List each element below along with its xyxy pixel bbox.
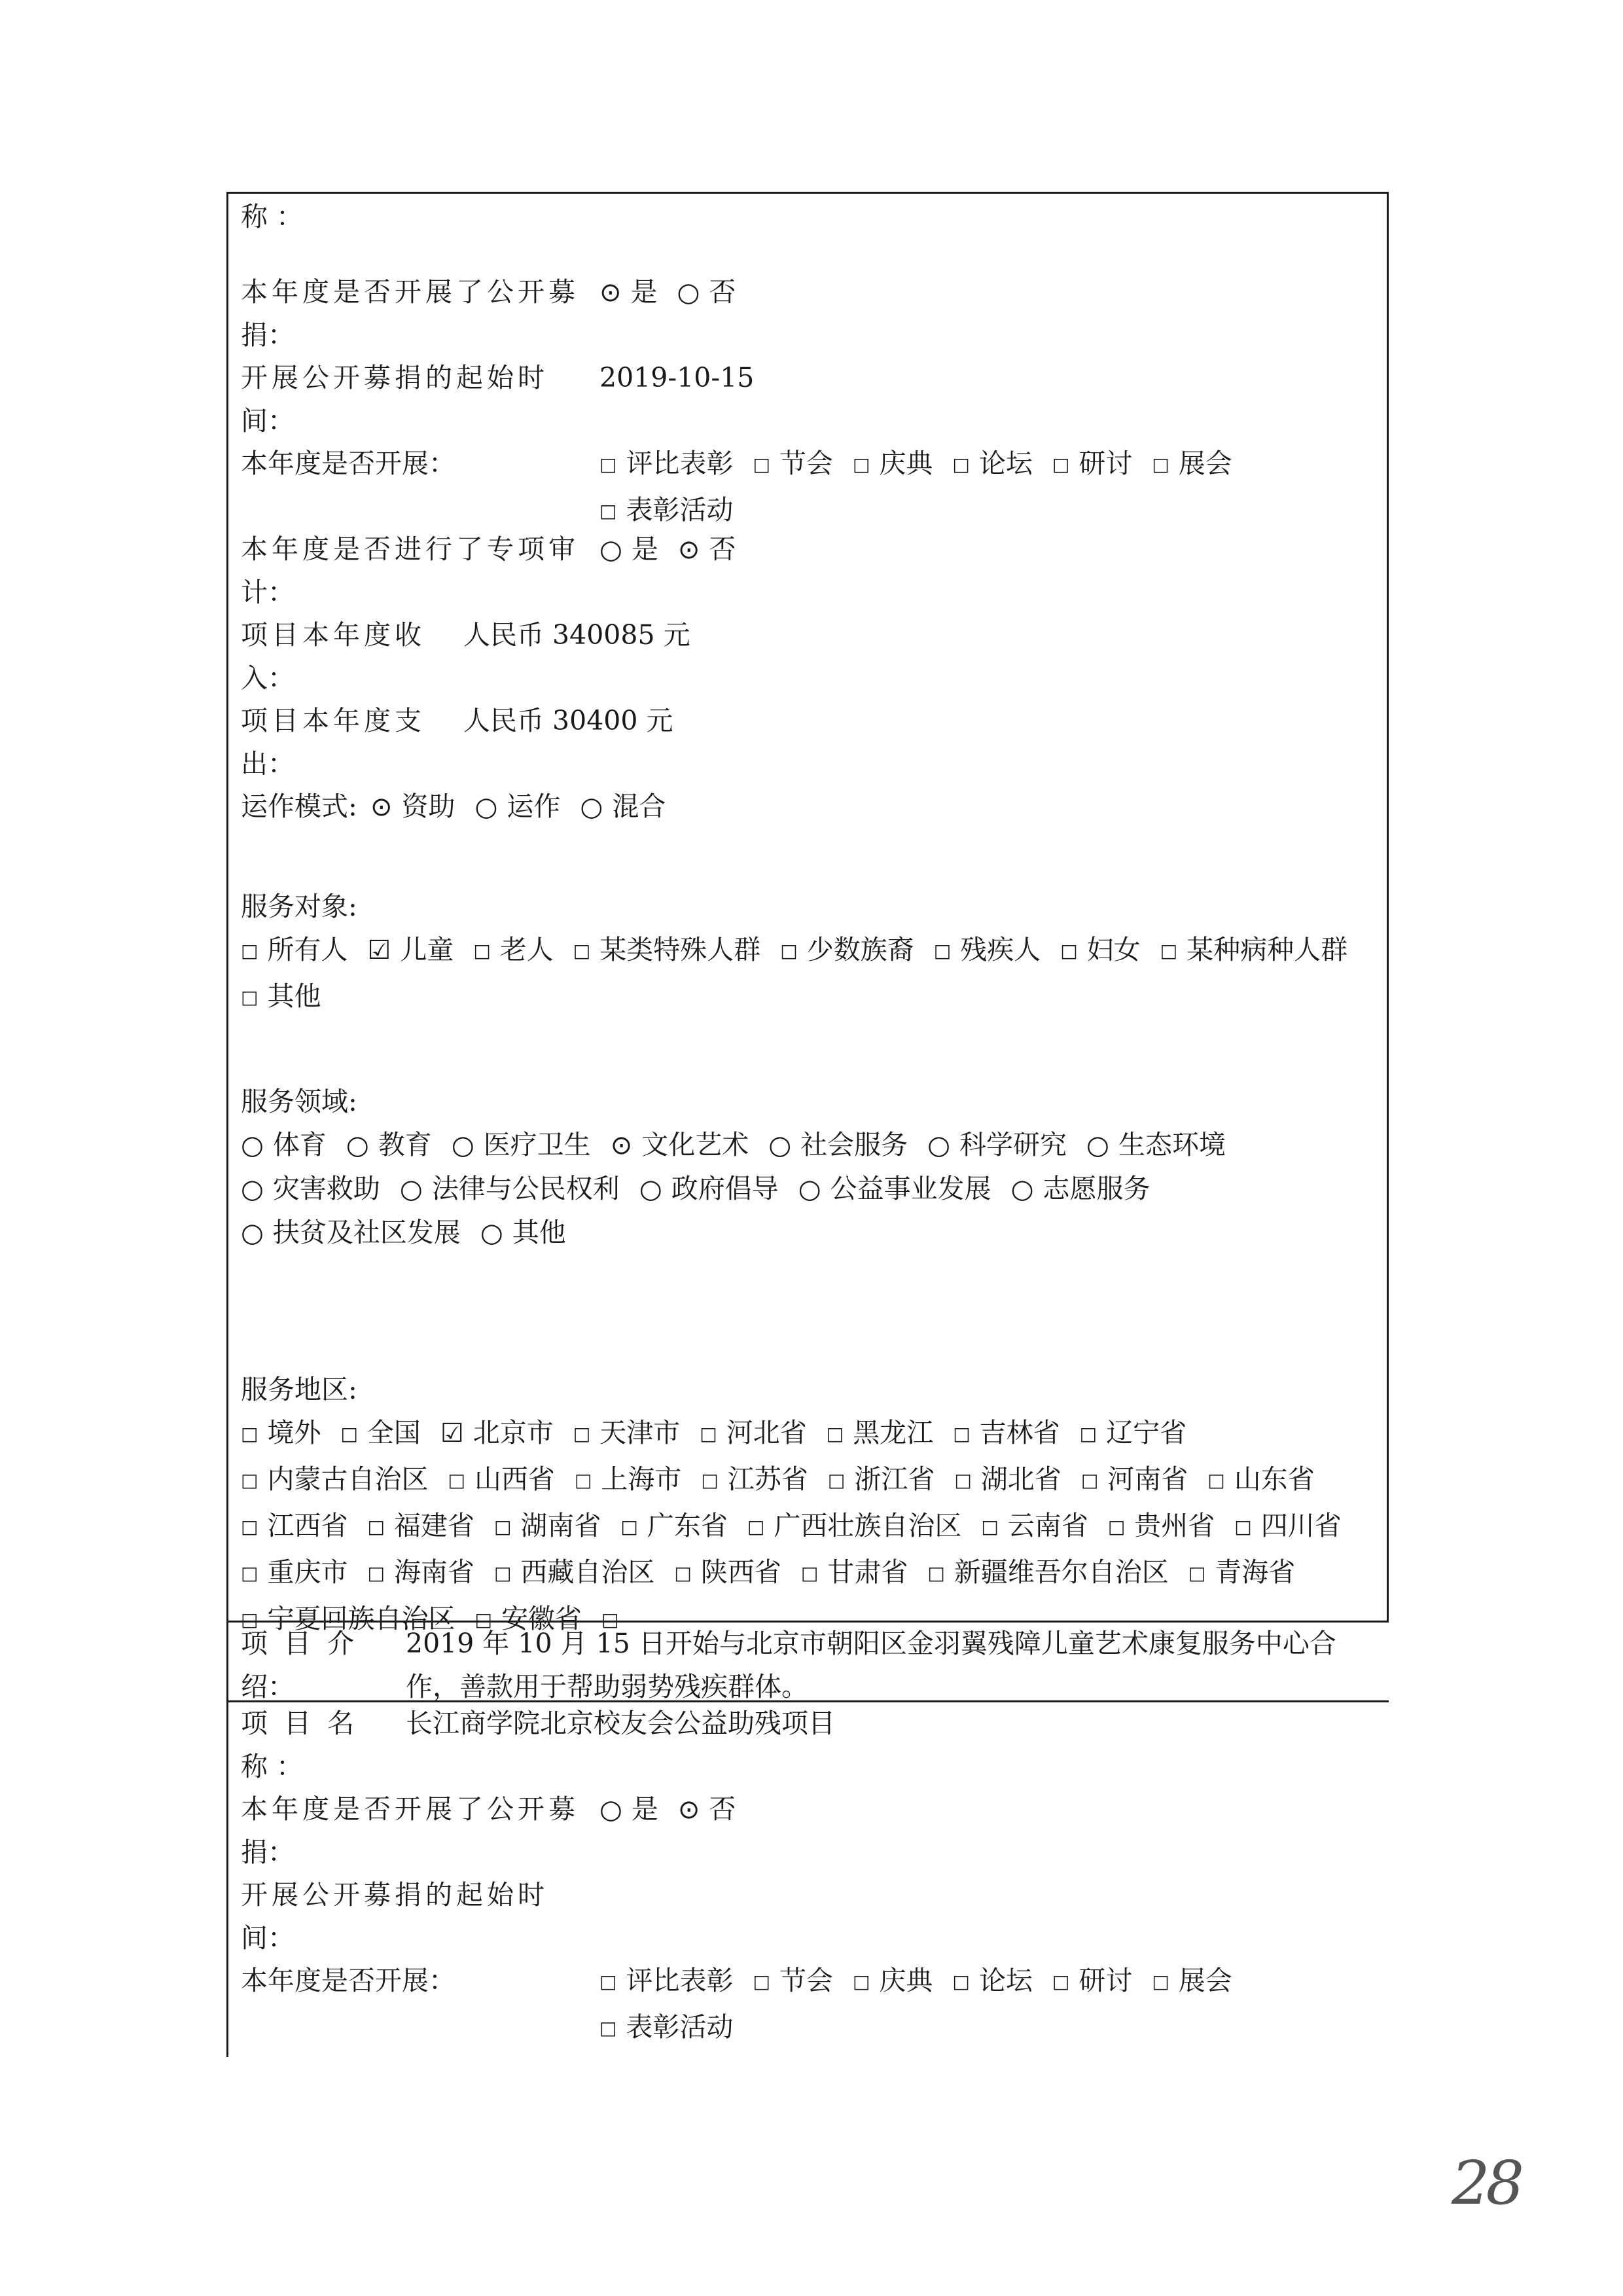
option-label: 志愿服务 <box>1043 1173 1150 1204</box>
option-item <box>475 785 561 829</box>
option-item <box>1086 1123 1226 1167</box>
option-label: 论坛 <box>978 1965 1033 1996</box>
option-label: 扶贫及社区发展 <box>272 1217 461 1248</box>
checkbox-empty-icon: □ <box>1234 1516 1252 1537</box>
start-time-label-line2: 间： <box>241 405 294 437</box>
option-item <box>480 1211 566 1255</box>
option-item <box>1052 1959 1132 2005</box>
option-item <box>1152 1959 1232 2005</box>
option-label: 上海市 <box>601 1463 682 1495</box>
option-item <box>768 1123 908 1167</box>
checkbox-empty-icon: □ <box>1152 1971 1169 1992</box>
option-item <box>677 270 736 314</box>
radio-empty-icon: ○ <box>599 535 622 565</box>
option-item <box>1207 1458 1314 1504</box>
checkbox-empty-icon: □ <box>952 454 970 475</box>
option-item <box>241 1411 321 1458</box>
option-item <box>678 1787 736 1831</box>
expense-label-line2: 出： <box>241 748 294 780</box>
option-label: 教育 <box>378 1129 432 1160</box>
option-label: 内蒙古自治区 <box>267 1463 429 1495</box>
option-label: 吉林省 <box>979 1417 1060 1448</box>
checkbox-checked-icon: ☑ <box>440 1418 464 1448</box>
option-label: 研讨 <box>1079 1965 1133 1996</box>
option-label: 医疗卫生 <box>483 1129 591 1160</box>
radio-empty-icon: ○ <box>451 1130 474 1160</box>
option-label: 西藏自治区 <box>520 1556 655 1588</box>
option-label: 新疆维吾尔自治区 <box>954 1556 1169 1588</box>
checkbox-empty-icon: □ <box>241 1562 259 1584</box>
checkbox-empty-icon: □ <box>1160 940 1178 961</box>
option-item <box>1060 928 1140 975</box>
checkbox-empty-icon: □ <box>620 1516 638 1537</box>
income-label-line2: 入： <box>241 662 294 694</box>
option-item <box>599 270 658 314</box>
option-label: 宁夏回族自治区 <box>267 1603 455 1634</box>
checkbox-empty-icon: □ <box>753 454 770 475</box>
p2-public-fund-options <box>599 1787 755 1831</box>
option-label: 天津市 <box>599 1417 681 1448</box>
radio-empty-icon: ○ <box>241 1218 264 1248</box>
handwritten-page-number: 28 <box>1452 2148 1521 2218</box>
radio-empty-icon: ○ <box>677 278 700 308</box>
p2-name-label: 项 目 名 <box>241 1708 359 1739</box>
checkbox-empty-icon: □ <box>241 940 259 961</box>
region-options <box>241 1411 1386 1643</box>
checkbox-empty-icon: □ <box>827 1469 846 1491</box>
checkbox-empty-icon: □ <box>826 1423 844 1444</box>
checkbox-empty-icon: □ <box>1152 454 1169 475</box>
radio-selected-icon: ⊙ <box>370 792 393 822</box>
intro-label: 项 目 介 <box>241 1628 359 1659</box>
checkbox-empty-icon: □ <box>800 1562 819 1584</box>
checkbox-empty-icon: □ <box>241 1469 259 1491</box>
option-item <box>952 1959 1032 2005</box>
checkbox-empty-icon: □ <box>1052 1971 1070 1992</box>
option-label: 重庆市 <box>267 1556 348 1588</box>
start-time-label: 开展公开募捐的起始时 <box>241 362 548 393</box>
income-value: 人民币 340085 元 <box>463 619 690 651</box>
option-label: 文化艺术 <box>641 1129 749 1160</box>
option-label: 否 <box>709 276 736 308</box>
option-label: 庆典 <box>879 1965 933 1996</box>
checkbox-empty-icon: □ <box>340 1423 358 1444</box>
radio-empty-icon: ○ <box>346 1130 369 1160</box>
option-item <box>448 1458 554 1504</box>
option-label: 法律与公民权利 <box>431 1173 620 1204</box>
option-label: 某种病种人群 <box>1186 934 1348 965</box>
option-label: 境外 <box>267 1417 321 1448</box>
option-item <box>241 1504 348 1551</box>
option-item <box>340 1411 420 1458</box>
activities-options <box>599 442 1385 535</box>
option-item <box>853 1959 933 2005</box>
option-label: 四川省 <box>1260 1510 1342 1541</box>
option-label: 云南省 <box>1007 1510 1088 1541</box>
checkbox-empty-icon: □ <box>1079 1423 1097 1444</box>
checkbox-empty-icon: □ <box>981 1516 999 1537</box>
option-item <box>241 1167 380 1211</box>
checkbox-empty-icon: □ <box>753 1971 770 1992</box>
table-right-border <box>1387 192 1389 1622</box>
option-label: 其他 <box>267 980 321 1012</box>
option-item <box>753 1959 832 2005</box>
target-options <box>241 928 1386 1021</box>
checkbox-empty-icon: □ <box>674 1562 692 1584</box>
intro-text: 2019 年 10 月 15 日开始与北京市朝阳区金羽翼残障儿童艺术康复服务中心合作，善款用于帮助弱势残疾群体。 <box>406 1628 1336 1702</box>
option-item <box>241 975 321 1021</box>
option-item <box>400 1167 620 1211</box>
radio-empty-icon: ○ <box>474 792 498 822</box>
checkbox-empty-icon: □ <box>367 1516 385 1537</box>
option-item <box>473 928 553 975</box>
option-label: 体育 <box>272 1129 327 1160</box>
p2-start-time-label: 开展公开募捐的起始时 <box>241 1879 548 1910</box>
option-item <box>1081 1458 1188 1504</box>
option-label: 资助 <box>401 791 455 822</box>
field-options <box>241 1123 1386 1255</box>
option-label: 陕西省 <box>700 1556 781 1588</box>
option-item <box>1108 1504 1215 1551</box>
option-label: 论坛 <box>978 448 1033 479</box>
option-label: 福建省 <box>393 1510 474 1541</box>
option-item <box>701 1458 808 1504</box>
audit-label: 本年度是否进行了专项审 <box>241 533 579 565</box>
option-label: 灾害救助 <box>272 1173 380 1204</box>
option-label: 展会 <box>1178 1965 1232 1996</box>
option-label: 生态环境 <box>1118 1129 1226 1160</box>
option-item <box>934 928 1041 975</box>
option-label: 青海省 <box>1215 1556 1296 1588</box>
option-label: 某类特殊人群 <box>599 934 761 965</box>
option-item <box>367 928 454 972</box>
p2-activities-label: 本年度是否开展： <box>241 1965 455 1996</box>
radio-empty-icon: ○ <box>241 1130 264 1160</box>
audit-options <box>599 528 755 571</box>
option-item <box>452 1123 591 1167</box>
option-item <box>1011 1167 1150 1211</box>
checkbox-empty-icon: □ <box>953 1423 971 1444</box>
checkbox-empty-icon: □ <box>241 1423 259 1444</box>
option-label: 江苏省 <box>727 1463 808 1495</box>
option-label: 全国 <box>366 1417 421 1448</box>
option-label: 科学研究 <box>959 1129 1067 1160</box>
option-item <box>241 1551 348 1597</box>
option-label: 少数族裔 <box>806 934 914 965</box>
option-item <box>747 1504 961 1551</box>
checkbox-empty-icon: □ <box>493 1562 512 1584</box>
radio-empty-icon: ○ <box>927 1130 951 1160</box>
target-label: 服务对象: <box>241 891 357 922</box>
option-item <box>599 1787 658 1831</box>
expense-label: 项目本年度支 <box>241 705 425 736</box>
radio-selected-icon: ⊙ <box>610 1130 633 1160</box>
option-label: 河北省 <box>726 1417 807 1448</box>
option-label: 山东省 <box>1234 1463 1315 1495</box>
option-label: 辽宁省 <box>1106 1417 1187 1448</box>
option-label: 北京市 <box>473 1417 554 1448</box>
option-item <box>827 1411 933 1458</box>
option-item <box>953 1411 1060 1458</box>
option-item <box>620 1504 727 1551</box>
checkbox-empty-icon: □ <box>599 2017 617 2039</box>
checkbox-empty-icon: □ <box>1207 1469 1225 1491</box>
checkbox-checked-icon: ☑ <box>367 935 391 965</box>
option-item <box>1188 1551 1295 1597</box>
region-label: 服务地区: <box>241 1374 357 1405</box>
option-label: 是 <box>631 533 658 565</box>
radio-selected-icon: ⊙ <box>677 1795 700 1825</box>
checkbox-empty-icon: □ <box>573 1423 591 1444</box>
checkbox-empty-icon: □ <box>700 1423 717 1444</box>
option-item <box>440 1411 554 1455</box>
option-label: 甘肃省 <box>827 1556 908 1588</box>
checkbox-empty-icon: □ <box>933 940 952 961</box>
option-label: 表彰活动 <box>626 494 734 526</box>
option-label: 政府倡导 <box>671 1173 779 1204</box>
option-item <box>599 442 733 488</box>
option-label: 展会 <box>1178 448 1232 479</box>
checkbox-empty-icon: □ <box>599 1971 617 1992</box>
option-label: 评比表彰 <box>626 1965 734 1996</box>
p2-name-label-line2: 称 ： <box>241 1751 304 1782</box>
option-label: 社会服务 <box>800 1129 908 1160</box>
option-item <box>367 1504 474 1551</box>
option-item <box>367 1551 474 1597</box>
checkbox-empty-icon: □ <box>493 1516 512 1537</box>
radio-empty-icon: ○ <box>241 1174 264 1204</box>
option-label: 是 <box>630 276 658 308</box>
p2-public-fund-label-line2: 捐： <box>241 1837 294 1868</box>
checkbox-empty-icon: □ <box>1060 940 1078 961</box>
option-item <box>1234 1504 1341 1551</box>
radio-empty-icon: ○ <box>798 1174 821 1204</box>
radio-empty-icon: ○ <box>599 1795 622 1825</box>
checkbox-empty-icon: □ <box>448 1469 465 1491</box>
option-label: 湖南省 <box>520 1510 601 1541</box>
p2-public-fund-label: 本年度是否开展了公开募 <box>241 1793 579 1825</box>
option-item <box>828 1458 935 1504</box>
radio-empty-icon: ○ <box>480 1218 503 1248</box>
public-fund-options <box>599 270 755 314</box>
option-label: 研讨 <box>1079 448 1133 479</box>
radio-empty-icon: ○ <box>768 1130 792 1160</box>
option-item <box>573 928 760 975</box>
option-item <box>346 1123 432 1167</box>
option-label: 否 <box>709 1793 736 1825</box>
option-label: 黑龙江 <box>853 1417 934 1448</box>
income-label: 项目本年度收 <box>241 619 425 651</box>
mode-label: 运作模式: <box>241 791 357 822</box>
checkbox-empty-icon: □ <box>747 1516 765 1537</box>
checkbox-empty-icon: □ <box>701 1469 719 1491</box>
option-label: 运作 <box>507 791 561 822</box>
option-item <box>954 1458 1061 1504</box>
checkbox-empty-icon: □ <box>852 454 870 475</box>
checkbox-empty-icon: □ <box>1052 454 1070 475</box>
p2-start-time-label-line2: 间： <box>241 1922 294 1954</box>
option-label: 评比表彰 <box>626 448 734 479</box>
checkbox-empty-icon: □ <box>241 1516 259 1537</box>
checkbox-empty-icon: □ <box>573 940 591 961</box>
option-label: 其他 <box>512 1217 566 1248</box>
radio-selected-icon: ⊙ <box>599 278 622 308</box>
option-label: 庆典 <box>879 448 933 479</box>
radio-selected-icon: ⊙ <box>677 535 700 565</box>
option-item <box>241 1123 327 1167</box>
checkbox-empty-icon: □ <box>241 1609 259 1630</box>
start-time-value: 2019-10-15 <box>599 362 755 393</box>
p2-name-value: 长江商学院北京校友会公益助残项目 <box>406 1708 835 1739</box>
option-item <box>927 1123 1067 1167</box>
option-item <box>580 785 666 829</box>
checkbox-empty-icon: □ <box>599 454 617 475</box>
option-item <box>639 1167 779 1211</box>
audit-label-line2: 计： <box>241 577 294 608</box>
option-label: 残疾人 <box>960 934 1041 965</box>
option-item <box>1052 442 1132 488</box>
radio-empty-icon: ○ <box>1010 1174 1034 1204</box>
option-label: 湖北省 <box>980 1463 1061 1495</box>
option-item <box>853 442 933 488</box>
checkbox-empty-icon: □ <box>601 1609 619 1630</box>
checkbox-empty-icon: □ <box>954 1469 972 1491</box>
option-label: 是 <box>631 1793 658 1825</box>
table-top-border <box>226 192 1389 194</box>
name-label-tail: 称 ： <box>241 201 304 232</box>
intro-label-line2: 绍： <box>241 1671 294 1702</box>
option-label: 儿童 <box>400 934 454 965</box>
option-item <box>952 442 1032 488</box>
public-fund-label: 本年度是否开展了公开募 <box>241 276 579 308</box>
checkbox-empty-icon: □ <box>852 1971 870 1992</box>
checkbox-empty-icon: □ <box>780 940 798 961</box>
option-item <box>1160 928 1347 975</box>
option-item <box>370 785 455 829</box>
option-item <box>599 1959 733 2005</box>
option-item <box>241 928 348 975</box>
option-label: 广西壮族自治区 <box>774 1510 962 1541</box>
option-item <box>599 2005 733 2052</box>
option-item <box>575 1458 681 1504</box>
checkbox-empty-icon: □ <box>952 1971 970 1992</box>
option-label: 广东省 <box>647 1510 728 1541</box>
option-item <box>801 1551 908 1597</box>
option-item <box>700 1411 806 1458</box>
option-item <box>678 528 736 571</box>
option-label: 否 <box>709 533 736 565</box>
activities-label: 本年度是否开展： <box>241 448 455 479</box>
option-item <box>599 528 658 571</box>
option-item <box>494 1504 601 1551</box>
option-label: 公益事业发展 <box>830 1173 991 1204</box>
option-item <box>753 442 832 488</box>
radio-empty-icon: ○ <box>399 1174 423 1204</box>
checkbox-empty-icon: □ <box>367 1562 385 1584</box>
option-label: 老人 <box>499 934 554 965</box>
checkbox-empty-icon: □ <box>574 1469 592 1491</box>
option-item <box>674 1551 781 1597</box>
table-left-border <box>226 192 228 2057</box>
option-label: 妇女 <box>1086 934 1141 965</box>
radio-empty-icon: ○ <box>639 1174 662 1204</box>
option-item <box>241 1211 461 1255</box>
option-label: 安徽省 <box>501 1603 582 1634</box>
option-item <box>241 1458 428 1504</box>
option-item <box>1152 442 1232 488</box>
option-item <box>981 1504 1088 1551</box>
public-fund-label-line2: 捐： <box>241 319 294 351</box>
mode-options <box>370 785 685 829</box>
option-item <box>798 1167 991 1211</box>
option-label: 所有人 <box>267 934 348 965</box>
option-item <box>780 928 914 975</box>
option-label: 贵州省 <box>1134 1510 1215 1541</box>
option-label: 表彰活动 <box>626 2011 734 2043</box>
checkbox-empty-icon: □ <box>241 986 259 1008</box>
checkbox-empty-icon: □ <box>474 1609 492 1630</box>
option-label: 山西省 <box>474 1463 555 1495</box>
option-label: 海南省 <box>393 1556 474 1588</box>
option-item <box>1080 1411 1186 1458</box>
radio-empty-icon: ○ <box>580 792 603 822</box>
option-label: 河南省 <box>1107 1463 1188 1495</box>
checkbox-empty-icon: □ <box>599 500 617 522</box>
option-label: 节会 <box>779 448 833 479</box>
field-label: 服务领域: <box>241 1086 357 1117</box>
checkbox-empty-icon: □ <box>1107 1516 1126 1537</box>
expense-value: 人民币 30400 元 <box>463 705 673 736</box>
checkbox-empty-icon: □ <box>1188 1562 1206 1584</box>
option-label: 节会 <box>779 1965 833 1996</box>
checkbox-empty-icon: □ <box>1080 1469 1099 1491</box>
radio-empty-icon: ○ <box>1086 1130 1109 1160</box>
option-item <box>573 1411 680 1458</box>
option-item <box>927 1551 1168 1597</box>
checkbox-empty-icon: □ <box>927 1562 945 1584</box>
option-label: 混合 <box>612 791 666 822</box>
option-label: 浙江省 <box>854 1463 935 1495</box>
option-item <box>611 1123 749 1167</box>
option-item <box>494 1551 654 1597</box>
p2-activities-options <box>599 1959 1385 2052</box>
checkbox-empty-icon: □ <box>473 940 491 961</box>
option-label: 江西省 <box>267 1510 348 1541</box>
